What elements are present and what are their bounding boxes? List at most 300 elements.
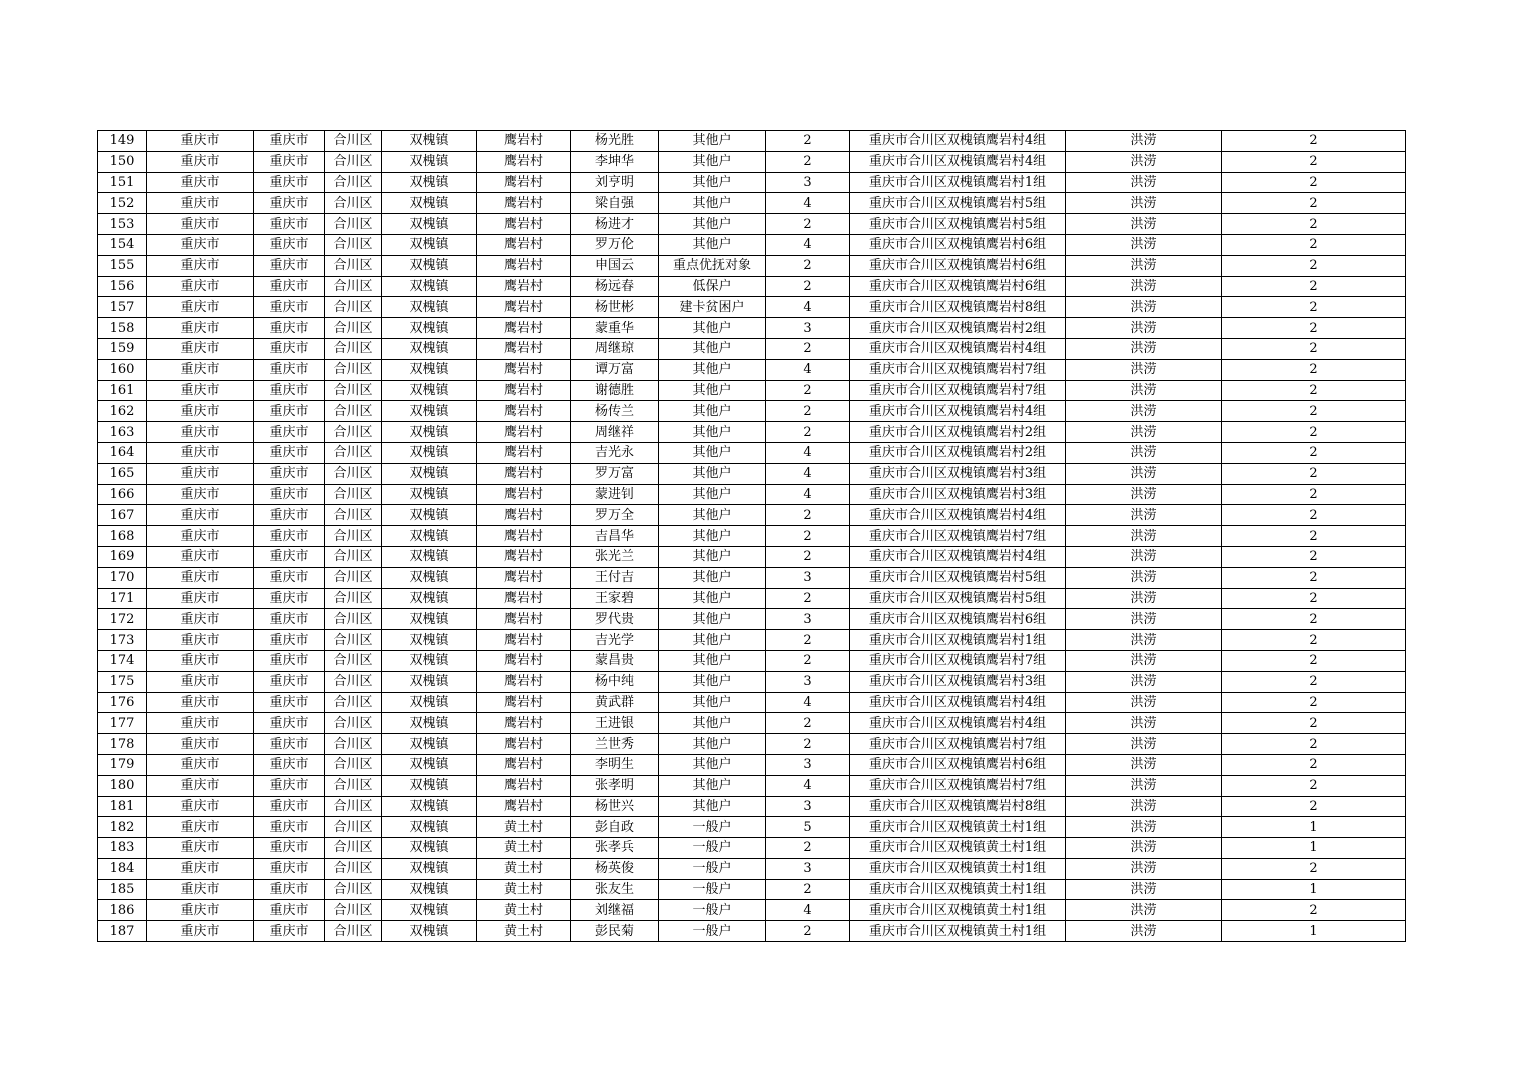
cell-city: 重庆市 <box>254 214 325 235</box>
cell-damage-level: 2 <box>1222 858 1406 879</box>
cell-row-number: 175 <box>98 671 147 692</box>
cell-town: 双槐镇 <box>382 879 477 900</box>
cell-address: 重庆市合川区双槐镇鹰岩村7组 <box>850 650 1066 671</box>
cell-address: 重庆市合川区双槐镇鹰岩村4组 <box>850 505 1066 526</box>
cell-household-size: 3 <box>766 567 850 588</box>
cell-household-type: 其他户 <box>659 463 766 484</box>
table-row <box>98 255 1406 276</box>
cell-village: 黄土村 <box>477 900 571 921</box>
cell-damage-level: 1 <box>1222 838 1406 859</box>
cell-damage-level: 2 <box>1222 713 1406 734</box>
cell-address: 重庆市合川区双槐镇鹰岩村5组 <box>850 588 1066 609</box>
table-row <box>98 734 1406 755</box>
cell-address: 重庆市合川区双槐镇鹰岩村4组 <box>850 692 1066 713</box>
cell-disaster-type: 洪涝 <box>1066 338 1222 359</box>
cell-city: 重庆市 <box>254 567 325 588</box>
cell-town: 双槐镇 <box>382 650 477 671</box>
cell-village: 鹰岩村 <box>477 255 571 276</box>
cell-household-type: 其他户 <box>659 359 766 380</box>
cell-householder-name: 申国云 <box>571 255 659 276</box>
cell-province: 重庆市 <box>147 255 254 276</box>
cell-town: 双槐镇 <box>382 359 477 380</box>
cell-householder-name: 杨远春 <box>571 276 659 297</box>
cell-household-size: 4 <box>766 692 850 713</box>
cell-village: 鹰岩村 <box>477 234 571 255</box>
cell-town: 双槐镇 <box>382 609 477 630</box>
cell-district: 合川区 <box>325 318 382 339</box>
cell-household-type: 重点优抚对象 <box>659 255 766 276</box>
cell-disaster-type: 洪涝 <box>1066 297 1222 318</box>
cell-town: 双槐镇 <box>382 921 477 942</box>
cell-household-type: 其他户 <box>659 754 766 775</box>
cell-town: 双槐镇 <box>382 297 477 318</box>
cell-district: 合川区 <box>325 131 382 152</box>
cell-household-size: 2 <box>766 214 850 235</box>
cell-disaster-type: 洪涝 <box>1066 214 1222 235</box>
cell-city: 重庆市 <box>254 650 325 671</box>
cell-district: 合川区 <box>325 234 382 255</box>
cell-row-number: 166 <box>98 484 147 505</box>
cell-town: 双槐镇 <box>382 838 477 859</box>
cell-district: 合川区 <box>325 921 382 942</box>
cell-address: 重庆市合川区双槐镇鹰岩村2组 <box>850 422 1066 443</box>
cell-row-number: 178 <box>98 734 147 755</box>
cell-household-type: 其他户 <box>659 214 766 235</box>
cell-address: 重庆市合川区双槐镇鹰岩村7组 <box>850 734 1066 755</box>
cell-district: 合川区 <box>325 255 382 276</box>
cell-district: 合川区 <box>325 172 382 193</box>
cell-household-type: 其他户 <box>659 401 766 422</box>
cell-disaster-type: 洪涝 <box>1066 193 1222 214</box>
cell-village: 鹰岩村 <box>477 567 571 588</box>
cell-household-size: 4 <box>766 193 850 214</box>
cell-address: 重庆市合川区双槐镇黄土村1组 <box>850 900 1066 921</box>
cell-household-size: 2 <box>766 526 850 547</box>
cell-village: 鹰岩村 <box>477 214 571 235</box>
cell-row-number: 172 <box>98 609 147 630</box>
table-row <box>98 297 1406 318</box>
cell-damage-level: 2 <box>1222 588 1406 609</box>
table-row <box>98 567 1406 588</box>
cell-household-size: 3 <box>766 796 850 817</box>
cell-address: 重庆市合川区双槐镇鹰岩村5组 <box>850 567 1066 588</box>
cell-city: 重庆市 <box>254 484 325 505</box>
cell-household-type: 其他户 <box>659 234 766 255</box>
table-row <box>98 692 1406 713</box>
table-row <box>98 193 1406 214</box>
cell-disaster-type: 洪涝 <box>1066 484 1222 505</box>
cell-disaster-type: 洪涝 <box>1066 255 1222 276</box>
cell-damage-level: 2 <box>1222 734 1406 755</box>
cell-city: 重庆市 <box>254 255 325 276</box>
cell-householder-name: 杨世彬 <box>571 297 659 318</box>
table-row <box>98 505 1406 526</box>
cell-district: 合川区 <box>325 546 382 567</box>
cell-disaster-type: 洪涝 <box>1066 630 1222 651</box>
cell-disaster-type: 洪涝 <box>1066 754 1222 775</box>
cell-row-number: 157 <box>98 297 147 318</box>
cell-disaster-type: 洪涝 <box>1066 817 1222 838</box>
cell-district: 合川区 <box>325 276 382 297</box>
table-row <box>98 775 1406 796</box>
cell-address: 重庆市合川区双槐镇黄土村1组 <box>850 838 1066 859</box>
cell-householder-name: 彭自政 <box>571 817 659 838</box>
cell-address: 重庆市合川区双槐镇鹰岩村3组 <box>850 463 1066 484</box>
cell-disaster-type: 洪涝 <box>1066 359 1222 380</box>
cell-province: 重庆市 <box>147 276 254 297</box>
cell-village: 黄土村 <box>477 817 571 838</box>
cell-damage-level: 2 <box>1222 650 1406 671</box>
cell-household-type: 其他户 <box>659 775 766 796</box>
cell-address: 重庆市合川区双槐镇鹰岩村6组 <box>850 754 1066 775</box>
cell-disaster-type: 洪涝 <box>1066 131 1222 152</box>
cell-damage-level: 1 <box>1222 921 1406 942</box>
cell-district: 合川区 <box>325 817 382 838</box>
cell-row-number: 159 <box>98 338 147 359</box>
table-row <box>98 650 1406 671</box>
cell-damage-level: 2 <box>1222 297 1406 318</box>
cell-row-number: 173 <box>98 630 147 651</box>
cell-district: 合川区 <box>325 151 382 172</box>
cell-district: 合川区 <box>325 359 382 380</box>
cell-row-number: 180 <box>98 775 147 796</box>
cell-city: 重庆市 <box>254 546 325 567</box>
cell-householder-name: 王家碧 <box>571 588 659 609</box>
cell-address: 重庆市合川区双槐镇鹰岩村4组 <box>850 401 1066 422</box>
cell-town: 双槐镇 <box>382 338 477 359</box>
cell-householder-name: 刘亨明 <box>571 172 659 193</box>
cell-village: 黄土村 <box>477 921 571 942</box>
cell-damage-level: 2 <box>1222 526 1406 547</box>
cell-household-type: 其他户 <box>659 131 766 152</box>
cell-village: 鹰岩村 <box>477 359 571 380</box>
cell-damage-level: 2 <box>1222 630 1406 651</box>
cell-province: 重庆市 <box>147 609 254 630</box>
cell-district: 合川区 <box>325 858 382 879</box>
cell-town: 双槐镇 <box>382 526 477 547</box>
cell-row-number: 149 <box>98 131 147 152</box>
cell-village: 鹰岩村 <box>477 338 571 359</box>
cell-address: 重庆市合川区双槐镇鹰岩村2组 <box>850 318 1066 339</box>
cell-city: 重庆市 <box>254 900 325 921</box>
cell-city: 重庆市 <box>254 359 325 380</box>
cell-householder-name: 梁自强 <box>571 193 659 214</box>
cell-province: 重庆市 <box>147 297 254 318</box>
cell-household-size: 2 <box>766 131 850 152</box>
cell-district: 合川区 <box>325 463 382 484</box>
cell-row-number: 155 <box>98 255 147 276</box>
cell-household-size: 2 <box>766 255 850 276</box>
cell-row-number: 174 <box>98 650 147 671</box>
cell-disaster-type: 洪涝 <box>1066 526 1222 547</box>
cell-city: 重庆市 <box>254 879 325 900</box>
cell-household-type: 其他户 <box>659 442 766 463</box>
cell-household-type: 低保户 <box>659 276 766 297</box>
cell-address: 重庆市合川区双槐镇鹰岩村4组 <box>850 338 1066 359</box>
cell-household-size: 4 <box>766 234 850 255</box>
cell-damage-level: 2 <box>1222 193 1406 214</box>
cell-row-number: 181 <box>98 796 147 817</box>
cell-damage-level: 2 <box>1222 255 1406 276</box>
cell-address: 重庆市合川区双槐镇鹰岩村6组 <box>850 609 1066 630</box>
cell-disaster-type: 洪涝 <box>1066 567 1222 588</box>
cell-town: 双槐镇 <box>382 671 477 692</box>
cell-row-number: 169 <box>98 546 147 567</box>
cell-householder-name: 张光兰 <box>571 546 659 567</box>
cell-row-number: 186 <box>98 900 147 921</box>
cell-row-number: 158 <box>98 318 147 339</box>
cell-household-size: 3 <box>766 671 850 692</box>
cell-district: 合川区 <box>325 754 382 775</box>
cell-village: 鹰岩村 <box>477 650 571 671</box>
cell-village: 鹰岩村 <box>477 609 571 630</box>
cell-town: 双槐镇 <box>382 567 477 588</box>
cell-damage-level: 2 <box>1222 775 1406 796</box>
cell-province: 重庆市 <box>147 442 254 463</box>
cell-damage-level: 2 <box>1222 318 1406 339</box>
cell-district: 合川区 <box>325 588 382 609</box>
cell-town: 双槐镇 <box>382 255 477 276</box>
table-row <box>98 671 1406 692</box>
cell-city: 重庆市 <box>254 609 325 630</box>
cell-city: 重庆市 <box>254 796 325 817</box>
cell-province: 重庆市 <box>147 505 254 526</box>
table-row <box>98 172 1406 193</box>
cell-householder-name: 王付吉 <box>571 567 659 588</box>
cell-householder-name: 罗代贵 <box>571 609 659 630</box>
cell-disaster-type: 洪涝 <box>1066 463 1222 484</box>
cell-damage-level: 2 <box>1222 796 1406 817</box>
cell-row-number: 176 <box>98 692 147 713</box>
cell-province: 重庆市 <box>147 401 254 422</box>
cell-address: 重庆市合川区双槐镇黄土村1组 <box>850 921 1066 942</box>
table-row <box>98 422 1406 443</box>
cell-district: 合川区 <box>325 650 382 671</box>
cell-village: 鹰岩村 <box>477 754 571 775</box>
cell-row-number: 161 <box>98 380 147 401</box>
cell-address: 重庆市合川区双槐镇鹰岩村7组 <box>850 359 1066 380</box>
table-row <box>98 900 1406 921</box>
cell-damage-level: 2 <box>1222 754 1406 775</box>
cell-district: 合川区 <box>325 484 382 505</box>
cell-household-type: 其他户 <box>659 505 766 526</box>
cell-village: 鹰岩村 <box>477 484 571 505</box>
cell-householder-name: 张友生 <box>571 879 659 900</box>
cell-city: 重庆市 <box>254 754 325 775</box>
cell-row-number: 163 <box>98 422 147 443</box>
cell-address: 重庆市合川区双槐镇鹰岩村3组 <box>850 671 1066 692</box>
cell-householder-name: 杨英俊 <box>571 858 659 879</box>
cell-household-type: 其他户 <box>659 734 766 755</box>
cell-damage-level: 2 <box>1222 380 1406 401</box>
cell-damage-level: 2 <box>1222 151 1406 172</box>
cell-row-number: 183 <box>98 838 147 859</box>
cell-householder-name: 蒙昌贵 <box>571 650 659 671</box>
cell-village: 鹰岩村 <box>477 546 571 567</box>
cell-household-size: 4 <box>766 463 850 484</box>
cell-village: 鹰岩村 <box>477 442 571 463</box>
cell-row-number: 165 <box>98 463 147 484</box>
cell-householder-name: 李明生 <box>571 754 659 775</box>
cell-province: 重庆市 <box>147 526 254 547</box>
cell-city: 重庆市 <box>254 921 325 942</box>
table-row <box>98 380 1406 401</box>
cell-district: 合川区 <box>325 338 382 359</box>
table-row <box>98 401 1406 422</box>
cell-household-type: 建卡贫困户 <box>659 297 766 318</box>
cell-householder-name: 谭万富 <box>571 359 659 380</box>
cell-householder-name: 吉光学 <box>571 630 659 651</box>
cell-household-size: 3 <box>766 172 850 193</box>
cell-town: 双槐镇 <box>382 505 477 526</box>
cell-household-type: 其他户 <box>659 422 766 443</box>
cell-householder-name: 蒙重华 <box>571 318 659 339</box>
cell-district: 合川区 <box>325 380 382 401</box>
cell-household-type: 其他户 <box>659 526 766 547</box>
cell-village: 鹰岩村 <box>477 630 571 651</box>
table-body <box>98 131 1406 942</box>
cell-province: 重庆市 <box>147 338 254 359</box>
cell-village: 鹰岩村 <box>477 131 571 152</box>
cell-address: 重庆市合川区双槐镇鹰岩村6组 <box>850 234 1066 255</box>
cell-damage-level: 2 <box>1222 505 1406 526</box>
cell-household-type: 一般户 <box>659 879 766 900</box>
cell-household-size: 2 <box>766 505 850 526</box>
cell-city: 重庆市 <box>254 234 325 255</box>
cell-district: 合川区 <box>325 671 382 692</box>
cell-province: 重庆市 <box>147 858 254 879</box>
cell-row-number: 184 <box>98 858 147 879</box>
cell-disaster-type: 洪涝 <box>1066 276 1222 297</box>
cell-town: 双槐镇 <box>382 276 477 297</box>
cell-household-type: 一般户 <box>659 921 766 942</box>
table-row <box>98 588 1406 609</box>
cell-household-type: 其他户 <box>659 318 766 339</box>
cell-household-size: 2 <box>766 588 850 609</box>
cell-disaster-type: 洪涝 <box>1066 671 1222 692</box>
cell-household-type: 其他户 <box>659 546 766 567</box>
cell-householder-name: 周继祥 <box>571 422 659 443</box>
cell-householder-name: 罗万富 <box>571 463 659 484</box>
cell-village: 鹰岩村 <box>477 734 571 755</box>
cell-province: 重庆市 <box>147 588 254 609</box>
cell-household-size: 2 <box>766 879 850 900</box>
cell-province: 重庆市 <box>147 838 254 859</box>
cell-disaster-type: 洪涝 <box>1066 546 1222 567</box>
table-row <box>98 338 1406 359</box>
cell-town: 双槐镇 <box>382 858 477 879</box>
cell-province: 重庆市 <box>147 380 254 401</box>
cell-city: 重庆市 <box>254 380 325 401</box>
cell-city: 重庆市 <box>254 588 325 609</box>
cell-disaster-type: 洪涝 <box>1066 734 1222 755</box>
cell-disaster-type: 洪涝 <box>1066 172 1222 193</box>
cell-household-size: 3 <box>766 318 850 339</box>
cell-town: 双槐镇 <box>382 193 477 214</box>
data-table <box>97 130 1406 942</box>
cell-householder-name: 罗万伦 <box>571 234 659 255</box>
cell-district: 合川区 <box>325 401 382 422</box>
cell-householder-name: 杨传兰 <box>571 401 659 422</box>
cell-row-number: 150 <box>98 151 147 172</box>
cell-city: 重庆市 <box>254 630 325 651</box>
cell-disaster-type: 洪涝 <box>1066 713 1222 734</box>
cell-disaster-type: 洪涝 <box>1066 151 1222 172</box>
cell-householder-name: 王进银 <box>571 713 659 734</box>
cell-household-type: 一般户 <box>659 900 766 921</box>
cell-town: 双槐镇 <box>382 380 477 401</box>
cell-village: 鹰岩村 <box>477 588 571 609</box>
table-row <box>98 838 1406 859</box>
cell-district: 合川区 <box>325 442 382 463</box>
cell-household-size: 2 <box>766 401 850 422</box>
cell-household-type: 其他户 <box>659 609 766 630</box>
cell-village: 黄土村 <box>477 879 571 900</box>
cell-town: 双槐镇 <box>382 151 477 172</box>
cell-household-size: 2 <box>766 734 850 755</box>
cell-household-type: 一般户 <box>659 858 766 879</box>
cell-address: 重庆市合川区双槐镇鹰岩村1组 <box>850 630 1066 651</box>
cell-address: 重庆市合川区双槐镇鹰岩村7组 <box>850 380 1066 401</box>
cell-disaster-type: 洪涝 <box>1066 796 1222 817</box>
cell-damage-level: 2 <box>1222 214 1406 235</box>
cell-damage-level: 2 <box>1222 463 1406 484</box>
cell-address: 重庆市合川区双槐镇鹰岩村6组 <box>850 255 1066 276</box>
cell-village: 鹰岩村 <box>477 151 571 172</box>
cell-address: 重庆市合川区双槐镇鹰岩村8组 <box>850 297 1066 318</box>
cell-damage-level: 2 <box>1222 671 1406 692</box>
cell-village: 鹰岩村 <box>477 276 571 297</box>
cell-province: 重庆市 <box>147 650 254 671</box>
cell-province: 重庆市 <box>147 193 254 214</box>
cell-city: 重庆市 <box>254 131 325 152</box>
cell-district: 合川区 <box>325 630 382 651</box>
cell-damage-level: 2 <box>1222 172 1406 193</box>
cell-disaster-type: 洪涝 <box>1066 234 1222 255</box>
cell-damage-level: 2 <box>1222 692 1406 713</box>
cell-householder-name: 张孝明 <box>571 775 659 796</box>
cell-district: 合川区 <box>325 838 382 859</box>
cell-city: 重庆市 <box>254 338 325 359</box>
cell-town: 双槐镇 <box>382 401 477 422</box>
cell-province: 重庆市 <box>147 318 254 339</box>
table-row <box>98 796 1406 817</box>
cell-address: 重庆市合川区双槐镇鹰岩村3组 <box>850 484 1066 505</box>
cell-address: 重庆市合川区双槐镇鹰岩村4组 <box>850 151 1066 172</box>
cell-city: 重庆市 <box>254 297 325 318</box>
cell-row-number: 160 <box>98 359 147 380</box>
cell-city: 重庆市 <box>254 422 325 443</box>
cell-disaster-type: 洪涝 <box>1066 588 1222 609</box>
cell-district: 合川区 <box>325 879 382 900</box>
cell-row-number: 177 <box>98 713 147 734</box>
cell-household-type: 其他户 <box>659 172 766 193</box>
table-row <box>98 858 1406 879</box>
cell-address: 重庆市合川区双槐镇鹰岩村1组 <box>850 172 1066 193</box>
cell-householder-name: 黄武群 <box>571 692 659 713</box>
cell-damage-level: 2 <box>1222 609 1406 630</box>
cell-city: 重庆市 <box>254 838 325 859</box>
cell-city: 重庆市 <box>254 172 325 193</box>
cell-row-number: 164 <box>98 442 147 463</box>
cell-household-size: 2 <box>766 713 850 734</box>
cell-household-type: 其他户 <box>659 193 766 214</box>
cell-town: 双槐镇 <box>382 588 477 609</box>
cell-town: 双槐镇 <box>382 630 477 651</box>
cell-disaster-type: 洪涝 <box>1066 318 1222 339</box>
cell-household-size: 4 <box>766 442 850 463</box>
cell-householder-name: 张孝兵 <box>571 838 659 859</box>
